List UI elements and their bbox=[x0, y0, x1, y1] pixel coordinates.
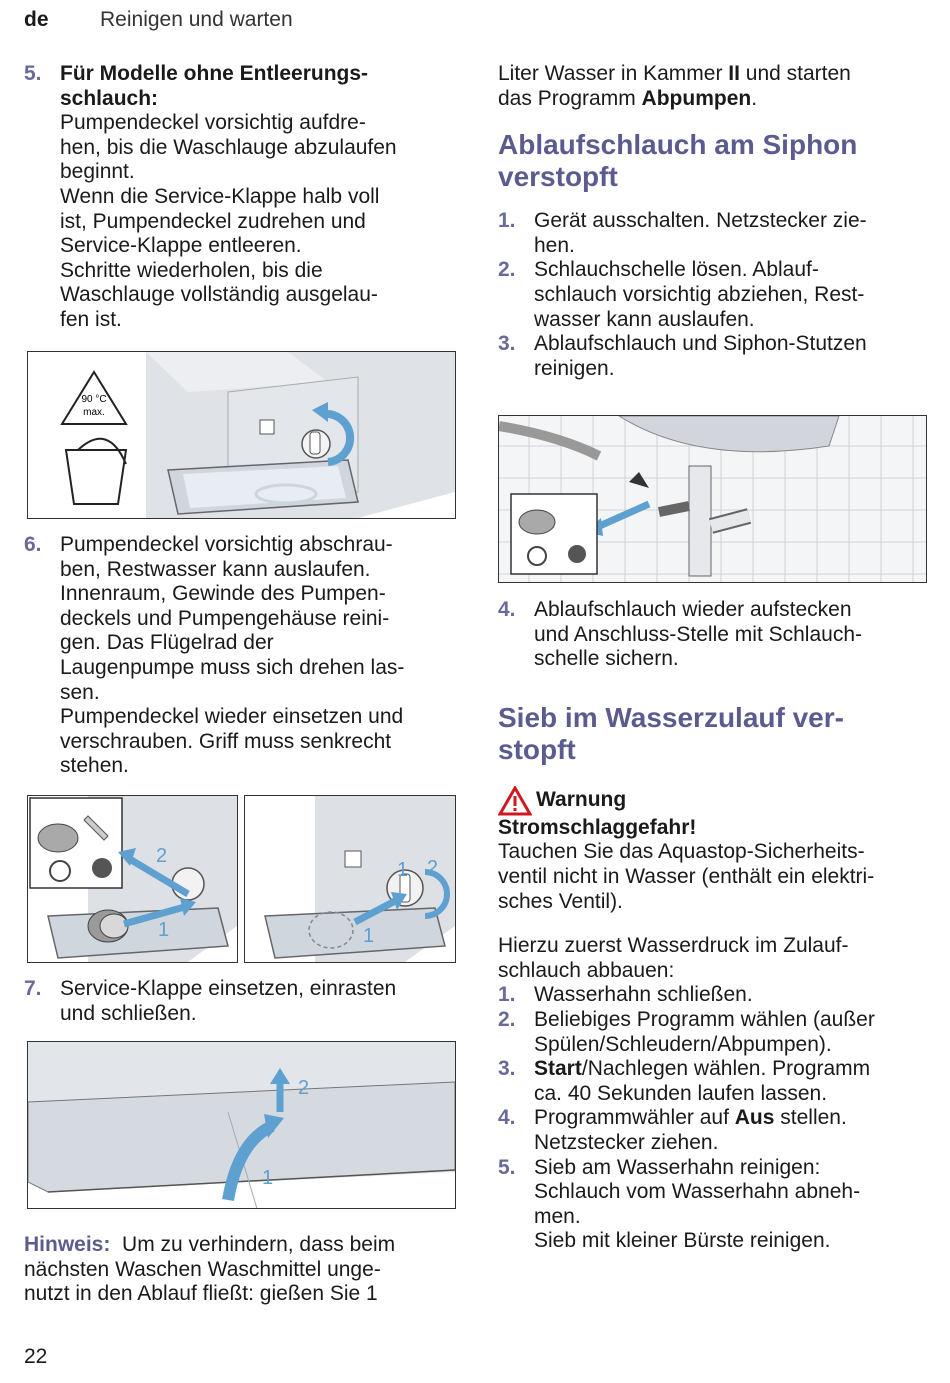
step-text: ist, Pumpendeckel zudrehen und bbox=[60, 209, 366, 233]
step-number: 7. bbox=[24, 977, 42, 1000]
step-text: Waschlauge vollständig ausgelau- bbox=[60, 283, 378, 307]
continued-text: Liter Wasser in Kammer II und starten bbox=[498, 62, 851, 85]
step-text: Schritte wiederholen, bis die bbox=[60, 258, 323, 282]
step-text: gen. Das Flügelrad der bbox=[60, 631, 274, 655]
left-column bbox=[24, 62, 454, 333]
step-text: fen ist. bbox=[60, 307, 122, 331]
right-column bbox=[498, 62, 930, 381]
step-text: Pumpendeckel vorsichtig abschrau- bbox=[60, 533, 393, 556]
step-text: beginnt. bbox=[60, 160, 135, 184]
language-tag: de bbox=[24, 8, 49, 31]
right-column-2 bbox=[498, 598, 930, 1254]
sieb-step-4: 4. Programmwähler auf Aus stellen. Netzstecker ziehen. bbox=[498, 1106, 847, 1154]
step-text: Innenraum, Gewinde des Pumpen- bbox=[60, 582, 386, 606]
step-text: Service-Klappe einsetzen, einrasten bbox=[60, 977, 397, 1000]
page-header bbox=[24, 8, 293, 32]
step-number: 6. bbox=[24, 533, 42, 556]
step-marker: 2 bbox=[156, 845, 168, 867]
warning-icon bbox=[498, 786, 532, 816]
warning-text: Tauchen Sie das Aquastop-Sicherheits- bbox=[498, 840, 865, 864]
figure-siphon bbox=[498, 415, 927, 583]
warning-subtitle: Stromschlaggefahr! bbox=[498, 815, 697, 839]
warning-title: Warnung bbox=[498, 786, 930, 816]
siphon-step-3: 3. Ablaufschlauch und Siphon-Stutzen reinigen. bbox=[498, 332, 867, 380]
sieb-step-2: 2. Beliebiges Programm wählen (außer Spülen/Schleudern/Abpumpen). bbox=[498, 1007, 875, 1056]
step-text: deckels und Pumpengehäuse reini- bbox=[60, 606, 390, 630]
step-text: sen. bbox=[60, 680, 100, 704]
figure-close-service-flap bbox=[27, 1041, 456, 1209]
heading-siphon: Ablaufschlauch am Siphon bbox=[498, 129, 858, 161]
step-text: stehen. bbox=[60, 754, 129, 778]
continued-text: das Programm Abpumpen. bbox=[498, 86, 758, 110]
step-text: hen, bis die Waschlauge abzulaufen bbox=[60, 135, 397, 159]
illustration bbox=[28, 352, 455, 518]
page-number: 22 bbox=[24, 1345, 48, 1368]
step-marker: 2 bbox=[427, 857, 439, 879]
siphon-step-2: 2. Schlauchschelle lösen. Ablauf- schlauch vorsichtig abziehen, Rest- wasser kann auslaufen. bbox=[498, 258, 865, 331]
step-6 bbox=[24, 533, 454, 779]
step-text: ben, Restwasser kann auslaufen. bbox=[60, 557, 371, 581]
step-7 bbox=[24, 977, 454, 1026]
temp-sub: max. bbox=[83, 407, 105, 418]
heading-siphon: verstopft bbox=[498, 161, 618, 193]
note-label: Hinweis: bbox=[24, 1233, 111, 1256]
step-text: verschrauben. Griff muss senkrecht bbox=[60, 729, 392, 753]
step-title: Für Modelle ohne Entleerungs- bbox=[60, 62, 369, 85]
step-marker: 2 bbox=[298, 1077, 310, 1099]
left-column-3 bbox=[24, 977, 454, 1026]
sieb-step-1: 1. Wasserhahn schließen. bbox=[498, 983, 753, 1007]
siphon-step-4: 4. Ablaufschlauch wieder aufstecken und Anschluss-Stelle mit Schlauch- schelle sichern. bbox=[498, 598, 862, 671]
heading-sieb: Sieb im Wasserzulauf ver- bbox=[498, 701, 844, 733]
step-text: Wenn die Service-Klappe halb voll bbox=[60, 184, 380, 208]
illustration bbox=[28, 1042, 455, 1208]
figure-remove-pump-cover bbox=[27, 795, 238, 963]
temp-label: 90 °C bbox=[81, 394, 107, 405]
illustration bbox=[499, 416, 926, 582]
step-text: Laugenpumpe muss sich drehen las- bbox=[60, 655, 405, 679]
heading-sieb: stopft bbox=[498, 733, 576, 765]
warning-text: ventil nicht in Wasser (enthält ein elektri- bbox=[498, 864, 875, 888]
step-text: Service-Klappe entleeren. bbox=[60, 234, 302, 258]
siphon-step-1: 1. Gerät ausschalten. Netzstecker zie- hen. bbox=[498, 209, 867, 257]
sieb-step-3: 3. Start/Nachlegen wählen. Programm ca. 40 Sekunden laufen lassen. bbox=[498, 1057, 871, 1105]
warning-text: sches Ventil). bbox=[498, 889, 623, 913]
step-5 bbox=[24, 62, 454, 333]
step-marker: 1 bbox=[262, 1167, 274, 1189]
step-marker: 1 bbox=[158, 919, 170, 941]
left-column-2 bbox=[24, 533, 454, 779]
hinweis-note bbox=[24, 1233, 454, 1307]
step-marker: 1 bbox=[397, 859, 409, 881]
step-text: und schließen. bbox=[60, 1001, 197, 1025]
sieb-step-5: 5. Sieb am Wasserhahn reinigen: Schlauch vom Wasserhahn abneh- men. Sieb mit kleiner Bürste reinigen. bbox=[498, 1155, 861, 1253]
step-text: Pumpendeckel vorsichtig aufdre- bbox=[60, 111, 366, 135]
step-title: schlauch: bbox=[60, 86, 159, 110]
figure-insert-pump-cover bbox=[244, 795, 456, 963]
illustration bbox=[28, 796, 237, 962]
note-text: Um zu verhindern, dass beim bbox=[122, 1233, 396, 1256]
illustration bbox=[245, 796, 455, 962]
note-text: nächsten Waschen Waschmittel unge- bbox=[24, 1257, 381, 1281]
step-text: Pumpendeckel wieder einsetzen und bbox=[60, 705, 404, 729]
note-text: nutzt in den Ablauf fließt: gießen Sie 1 bbox=[24, 1282, 378, 1306]
section-title: Reinigen und warten bbox=[100, 8, 293, 31]
intro-text: Hierzu zuerst Wasserdruck im Zulauf- bbox=[498, 934, 849, 958]
step-marker: 1 bbox=[363, 925, 375, 947]
step-number: 5. bbox=[24, 62, 42, 85]
figure-pump-cover-drain bbox=[27, 351, 456, 519]
intro-text: schlauch abbauen: bbox=[498, 958, 675, 982]
